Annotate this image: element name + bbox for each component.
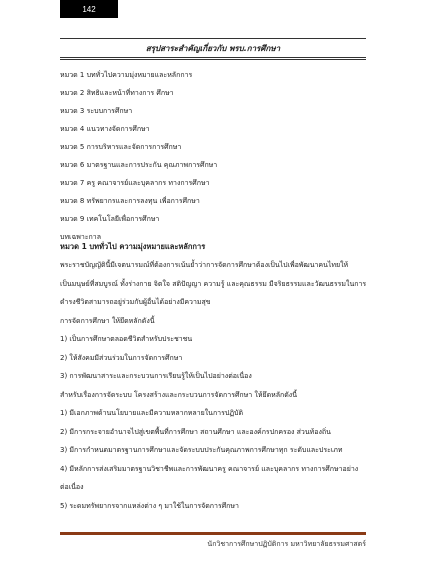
page-number: 142 [82, 5, 96, 14]
footer-rule [60, 532, 366, 535]
body-line: สำหรับเรื่องการจัดระบบ โครงสร้างและกระบวนการจัดการศึกษา ให้ยึดหลักดังนี้ [60, 390, 298, 399]
body-line: 1) มีเอกภาพด้านนโยบายและมีความหลากหลายในการปฏิบัติ [60, 409, 244, 417]
chapter-item: หมวด 3 ระบบการศึกษา [60, 107, 133, 115]
chapter-item: บทเฉพาะกาล [60, 233, 101, 241]
body-line: 2) ให้สังคมมีส่วนร่วมในการจัดการศึกษา [60, 353, 183, 362]
chapter-item: หมวด 2 สิทธิและหน้าที่ทางการ ศึกษา [60, 89, 174, 97]
body-line: 3) การพัฒนาสาระและกระบวนการเรียนรู้ให้เป็นไปอย่างต่อเนื่อง [60, 372, 252, 380]
body-line: 4) มีหลักการส่งเสริมมาตรฐานวิชาชีพและการพัฒนาครู คณาจารย์ และบุคลากร ทางการศึกษาอย่าง [60, 464, 359, 473]
body-line: การจัดการศึกษา ให้ยึดหลักดังนี้ [60, 316, 155, 325]
body-line: พระราชบัญญัตินี้มีเจตนารมณ์ที่ต้องการเน้นย้ำว่าการจัดการศึกษาต้องเป็นไปเพื่อพัฒนาคนไทยให้ [60, 261, 349, 269]
footer-text: นักวิชาการศึกษาปฏิบัติการ มหาวิทยาลัยธรรมศาสตร์ [207, 540, 366, 548]
chapter-item: หมวด 9 เทคโนโลยีเพื่อการศึกษา [60, 215, 160, 223]
chapter-item: หมวด 5 การบริหารและจัดการการศึกษา [60, 143, 182, 151]
chapter-list [60, 66, 366, 246]
chapter-item: หมวด 8 ทรัพยากรและการลงทุน เพื่อการศึกษา [60, 197, 200, 205]
body-line: ต่อเนื่อง [60, 483, 84, 491]
body-line: ดำรงชีวิตสามารถอยู่ร่วมกับผู้อื่นได้อย่างมีความสุข [60, 298, 211, 306]
body-line: เป็นมนุษย์ที่สมบูรณ์ ทั้งร่างกาย จิตใจ สติปัญญา ความรู้ และคุณธรรม มีจริยธรรมและวัฒนธรรมในการ [60, 279, 367, 288]
body-line: 2) มีการกระจายอำนาจไปสู่เขตพื้นที่การศึกษา สถานศึกษา และองค์กรปกครอง ส่วนท้องถิ่น [60, 427, 331, 436]
section-heading: หมวด 1 บททั่วไป ความมุ่งหมายและหลักการ [60, 242, 206, 251]
body-line: 3) มีการกำหนดมาตรฐานการศึกษาและจัดระบบประกันคุณภาพการศึกษาทุก ระดับและประเภท [60, 446, 343, 454]
chapter-item: หมวด 4 แนวทางจัดการศึกษา [60, 125, 150, 133]
body-line: 5) ระดมทรัพยากรจากแหล่งต่าง ๆ มาใช้ในการจัดการศึกษา [60, 501, 239, 510]
chapter-item: หมวด 1 บททั่วไปความมุ่งหมายและหลักการ [60, 71, 193, 79]
body-line: 1) เป็นการศึกษาตลอดชีวิตสำหรับประชาชน [60, 335, 193, 343]
page-title: สรุปสาระสำคัญเกี่ยวกับ พรบ.การศึกษา [145, 43, 281, 53]
chapter-item: หมวด 7 ครู คณาจารย์และบุคลากร ทางการศึกษา [60, 179, 210, 187]
chapter-item: หมวด 6 มาตรฐานและการประกัน คุณภาพการศึกษา [60, 161, 218, 169]
section-body [60, 238, 370, 515]
page-number-tab [60, 0, 118, 18]
page-title-box [60, 38, 366, 60]
